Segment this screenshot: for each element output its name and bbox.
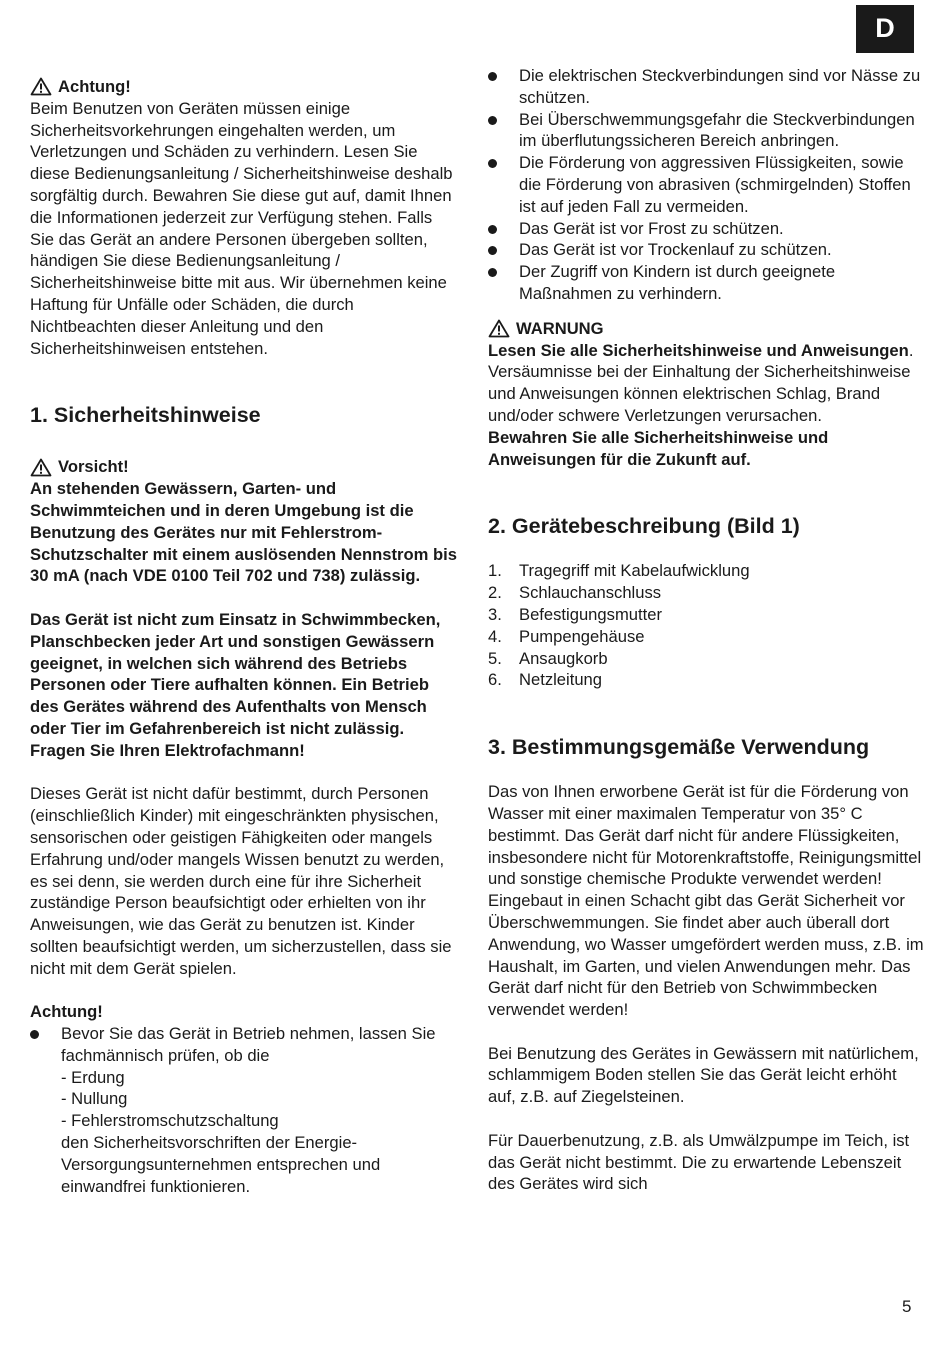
language-tab: D bbox=[856, 5, 914, 53]
pool-warning-paragraph: Das Gerät ist nicht zum Einsatz in Schwimmbecken, Planschbecken jeder Art und sonstigen Gewässern geeignet, in welchen sich während des Betriebs Personen oder Tiere aufhalten können. Ein Betrieb des Gerätes während des Aufenthalts von Mensch oder Tier im Gefahrenbereich ist nicht zulässig. Fragen Sie Ihren Elektrofachmann! bbox=[30, 609, 441, 760]
left-column bbox=[30, 76, 460, 1197]
list-item: Der Zugriff von Kindern ist durch geeignete Maßnahmen zu verhindern. bbox=[488, 261, 928, 305]
list-item: Bei Überschwemmungsgefahr die Steckverbindungen im überflutungssicheren Bereich anbringen. bbox=[488, 109, 928, 153]
persons-paragraph: Dieses Gerät ist nicht dafür bestimmt, durch Personen (einschließlich Kinder) mit eingeschränkten physischen, sensorischen oder geistigen Fähigkeiten oder mangels Erfahrung und/oder mangels Wissen benutzt zu werden, es sei denn, sie werden durch eine für ihre Sicherheit zuständige Person beaufsichtigt oder erhielten von ihr Anweisungen, wie das Gerät zu benutzen ist. Kinder sollten beaufsichtigt werden, um sicherzustellen, dass sie nicht mit dem Gerät spielen. bbox=[30, 784, 452, 978]
list-item bbox=[488, 560, 928, 582]
right-column bbox=[488, 65, 928, 1195]
warnung-label: WARNUNG bbox=[516, 318, 604, 338]
list-item bbox=[488, 648, 928, 670]
list-item bbox=[488, 626, 928, 648]
warnung-keep-note: Bewahren Sie alle Sicherheitshinweise und Anweisungen für die Zukunft auf. bbox=[488, 427, 829, 469]
intro-paragraph: Beim Benutzen von Geräten müssen einige Sicherheitsvorkehrungen eingehalten werden, um Verletzungen und Schäden zu verhindern. Lesen Sie diese Bedienungsanleitung / Sicherheitshinweise deshalb sorgfältig durch. Bewahren Sie diese gut auf, damit Ihnen die Informationen jederzeit zur Verfügung stehen. Falls Sie das Gerät an andere Personen übergeben sollten, händigen Sie diese Bedienungsanleitung / Sicherheitshinweise bitte mit aus. Wir übernehmen keine Haftung für Unfälle oder Schäden, die durch Nichtbeachten dieser Anleitung und den Sicherheitshinweisen entstehen. bbox=[30, 98, 453, 358]
item-label: Schlauchanschluss bbox=[519, 583, 662, 603]
section-3-title: 3. Bestimmungsgemäße Verwendung bbox=[488, 735, 870, 760]
achtung-label: Achtung! bbox=[58, 77, 131, 96]
vorsicht-heading bbox=[30, 456, 460, 478]
dash-item: - Nullung bbox=[61, 1089, 128, 1109]
list-item: Die Förderung von aggressiven Flüssigkeiten, sowie die Förderung von abrasiven (schmirgelnden) Stoffen ist auf jeden Fall zu vermeiden. bbox=[488, 152, 928, 217]
vorsicht-paragraph: An stehenden Gewässern, Garten- und Schwimmteichen und in deren Umgebung ist die Benutzung des Gerätes nur mit Fehlerstrom-Schutzschalter mit einem auslösenden Nennstrom bis 30 mA (nach VDE 0100 Teil 702 und 738) zulässig. bbox=[30, 479, 457, 586]
warnung-text: . Versäumnisse bei der Einhaltung der Sicherheitshinweise und Anweisungen können elektrischen Schlag, Brand und/oder schwere Verletzungen verursachen. bbox=[488, 340, 914, 425]
list-item: Das Gerät ist vor Trockenlauf zu schützen. bbox=[488, 239, 928, 261]
achtung2-heading: Achtung! bbox=[30, 1002, 103, 1022]
item-number: 5. bbox=[488, 648, 502, 668]
warnung-paragraph bbox=[488, 340, 928, 427]
item-number: 1. bbox=[488, 561, 502, 581]
warning-triangle-icon bbox=[30, 77, 52, 96]
use-paragraph-3: Für Dauerbenutzung, z.B. als Umwälzpumpe im Teich, ist das Gerät nicht bestimmt. Die zu erwartende Lebenszeit des Gerätes wird sich bbox=[488, 1130, 910, 1194]
use-paragraph-1: Das von Ihnen erworbene Gerät ist für die Förderung von Wasser mit einer maximalen Temperatur von 35° C bestimmt. Das Gerät darf nicht für andere Flüssigkeiten, insbesondere nicht für Motorenkraftstoffe, Reinigungsmittel und sonstige chemische Produkte verwendet werden! Eingebaut in einen Schacht gibt das Gerät Sicherheit vor Überschwemmungen. Sie findet aber auch überall dort Anwendung, wo Wasser umgefördert werden muss, z.B. im Haushalt, im Garten, und vielen Anwendungen mehr. Das Gerät darf nicht für den Betrieb von Schwimmbecken verwendet werden! bbox=[488, 782, 924, 1020]
section-1-title: 1. Sicherheitshinweise bbox=[30, 403, 261, 428]
item-number: 4. bbox=[488, 626, 502, 646]
item-label: Ansaugkorb bbox=[519, 648, 608, 668]
list-item bbox=[30, 1023, 460, 1197]
item-label: Befestigungsmutter bbox=[519, 604, 662, 624]
parts-list bbox=[488, 560, 928, 691]
section-2-title: 2. Gerätebeschreibung (Bild 1) bbox=[488, 514, 800, 539]
item-label: Tragegriff mit Kabelaufwicklung bbox=[519, 561, 750, 581]
warning-triangle-icon bbox=[30, 458, 52, 477]
item-number: 3. bbox=[488, 604, 502, 624]
page-number: 5 bbox=[902, 1297, 912, 1316]
list-item bbox=[488, 582, 928, 604]
list-item bbox=[488, 669, 928, 691]
list-item: Die elektrischen Steckverbindungen sind vor Nässe zu schützen. bbox=[488, 65, 928, 109]
warning-triangle-icon bbox=[488, 319, 510, 338]
item-number: 2. bbox=[488, 583, 502, 603]
achtung-bullet-list bbox=[30, 1023, 460, 1197]
use-paragraph-2: Bei Benutzung des Gerätes in Gewässern mit natürlichem, schlammigem Boden stellen Sie das Gerät leicht erhöht auf, z.B. auf Ziegelsteinen. bbox=[488, 1043, 919, 1107]
safety-bullet-list bbox=[488, 65, 928, 305]
dash-item: - Fehlerstromschutzschaltung bbox=[61, 1111, 279, 1131]
item-label: Netzleitung bbox=[519, 670, 603, 690]
dash-item: - Erdung bbox=[61, 1067, 125, 1087]
list-item bbox=[488, 604, 928, 626]
item-number: 6. bbox=[488, 670, 502, 690]
bullet-text: Bevor Sie das Gerät in Betrieb nehmen, lassen Sie fachmännisch prüfen, ob die bbox=[61, 1024, 436, 1065]
item-label: Pumpengehäuse bbox=[519, 626, 645, 646]
list-item: Das Gerät ist vor Frost zu schützen. bbox=[488, 218, 928, 240]
vorsicht-label: Vorsicht! bbox=[58, 457, 129, 477]
bullet-text-end: den Sicherheitsvorschriften der Energie-Versorgungsunternehmen entsprechen und einwandfrei funktionieren. bbox=[61, 1133, 381, 1196]
warnung-bold-lead: Lesen Sie alle Sicherheitshinweise und Anweisungen bbox=[488, 340, 909, 360]
warnung-heading bbox=[488, 318, 928, 340]
achtung-heading bbox=[30, 76, 460, 98]
